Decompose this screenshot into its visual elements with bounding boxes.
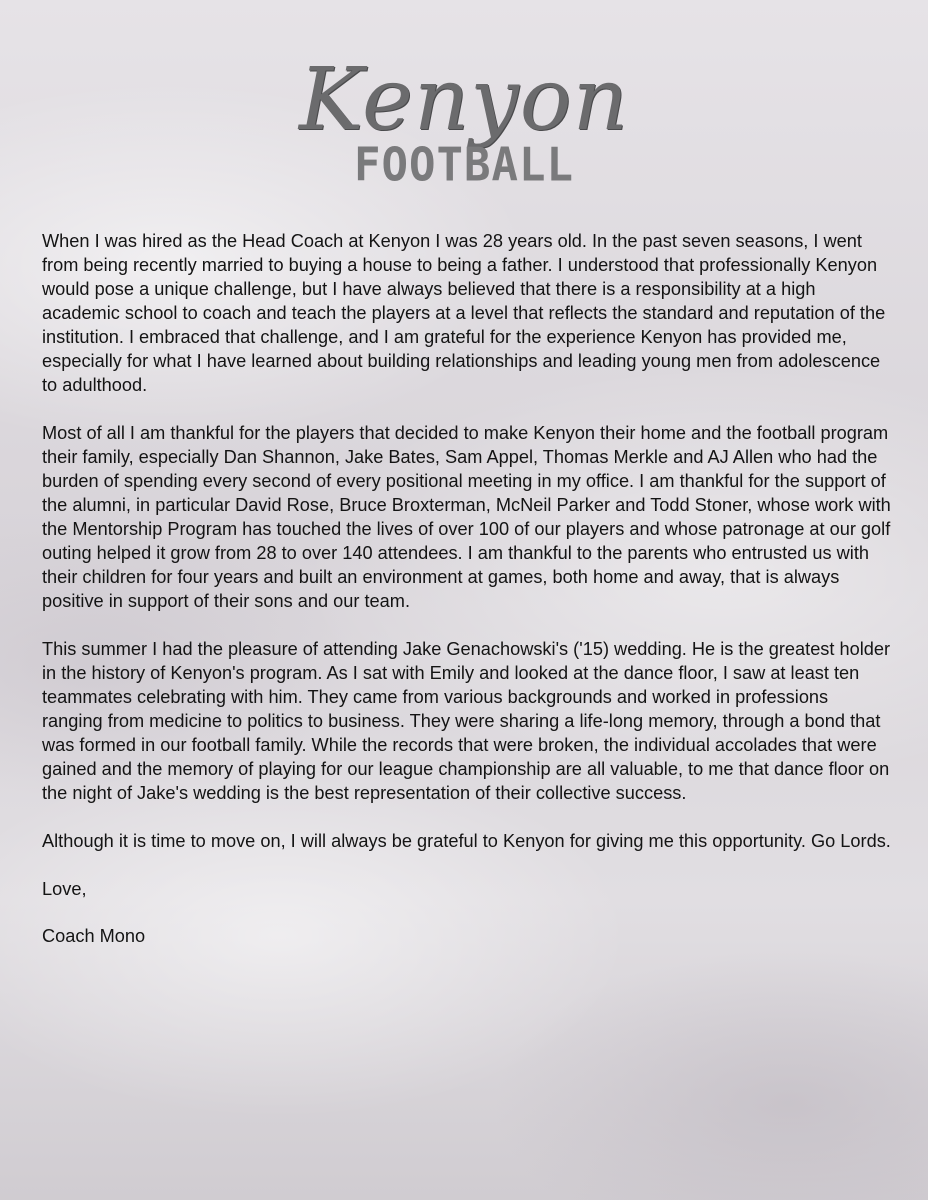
letter-signature: Coach Mono [42, 926, 146, 946]
letter-paragraph-4: Although it is time to move on, I will always be grateful to Kenyon for giving me this opportunity. Go Lords. [42, 831, 891, 851]
letter-body [42, 229, 892, 972]
logo-script-kenyon: Kenyon [299, 50, 629, 150]
kenyon-football-logo [0, 52, 928, 192]
logo-wordmark-football: FOOTBALL [354, 138, 574, 193]
letter-paragraph-2: Most of all I am thankful for the players that decided to make Kenyon their home and the football program their family, especially Dan Shannon, Jake Bates, Sam Appel, Thomas Merkle and AJ Allen who had the burden of spending every second of every positional meeting in my office. I am thankful for the support of the alumni, in particular David Rose, Bruce Broxterman, McNeil Parker and Todd Stoner, whose work with the Mentorship Program has touched the lives of over 100 of our players and whose patronage at our golf outing helped it grow from 28 to over 140 attendees. I am thankful to the parents who entrusted us with their children for four years and built an environment at games, both home and away, that is always positive in support of their sons and our team. [42, 423, 891, 611]
letter-paragraph-3: This summer I had the pleasure of attending Jake Genachowski's ('15) wedding. He is the greatest holder in the history of Kenyon's program. As I sat with Emily and looked at the dance floor, I saw at least ten teammates celebrating with him. They came from various backgrounds and worked in professions ranging from medicine to politics to business. They were sharing a life-long memory, through a bond that was formed in our football family. While the records that were broken, the individual accolades that were gained and the memory of playing for our league championship are all valuable, to me that dance floor on the night of Jake's wedding is the best representation of their collective success. [42, 639, 891, 803]
letter-paragraph-1: When I was hired as the Head Coach at Kenyon I was 28 years old. In the past seven seasons, I went from being recently married to buying a house to being a father. I understood that professionally Kenyon would pose a unique challenge, but I have always believed that there is a responsibility at a high academic school to coach and teach the players at a level that reflects the standard and reputation of the institution. I embraced that challenge, and I am grateful for the experience Kenyon has provided me, especially for what I have learned about building relationships and leading young men from adolescence to adulthood. [42, 231, 886, 395]
letter-closing: Love, [42, 879, 87, 899]
